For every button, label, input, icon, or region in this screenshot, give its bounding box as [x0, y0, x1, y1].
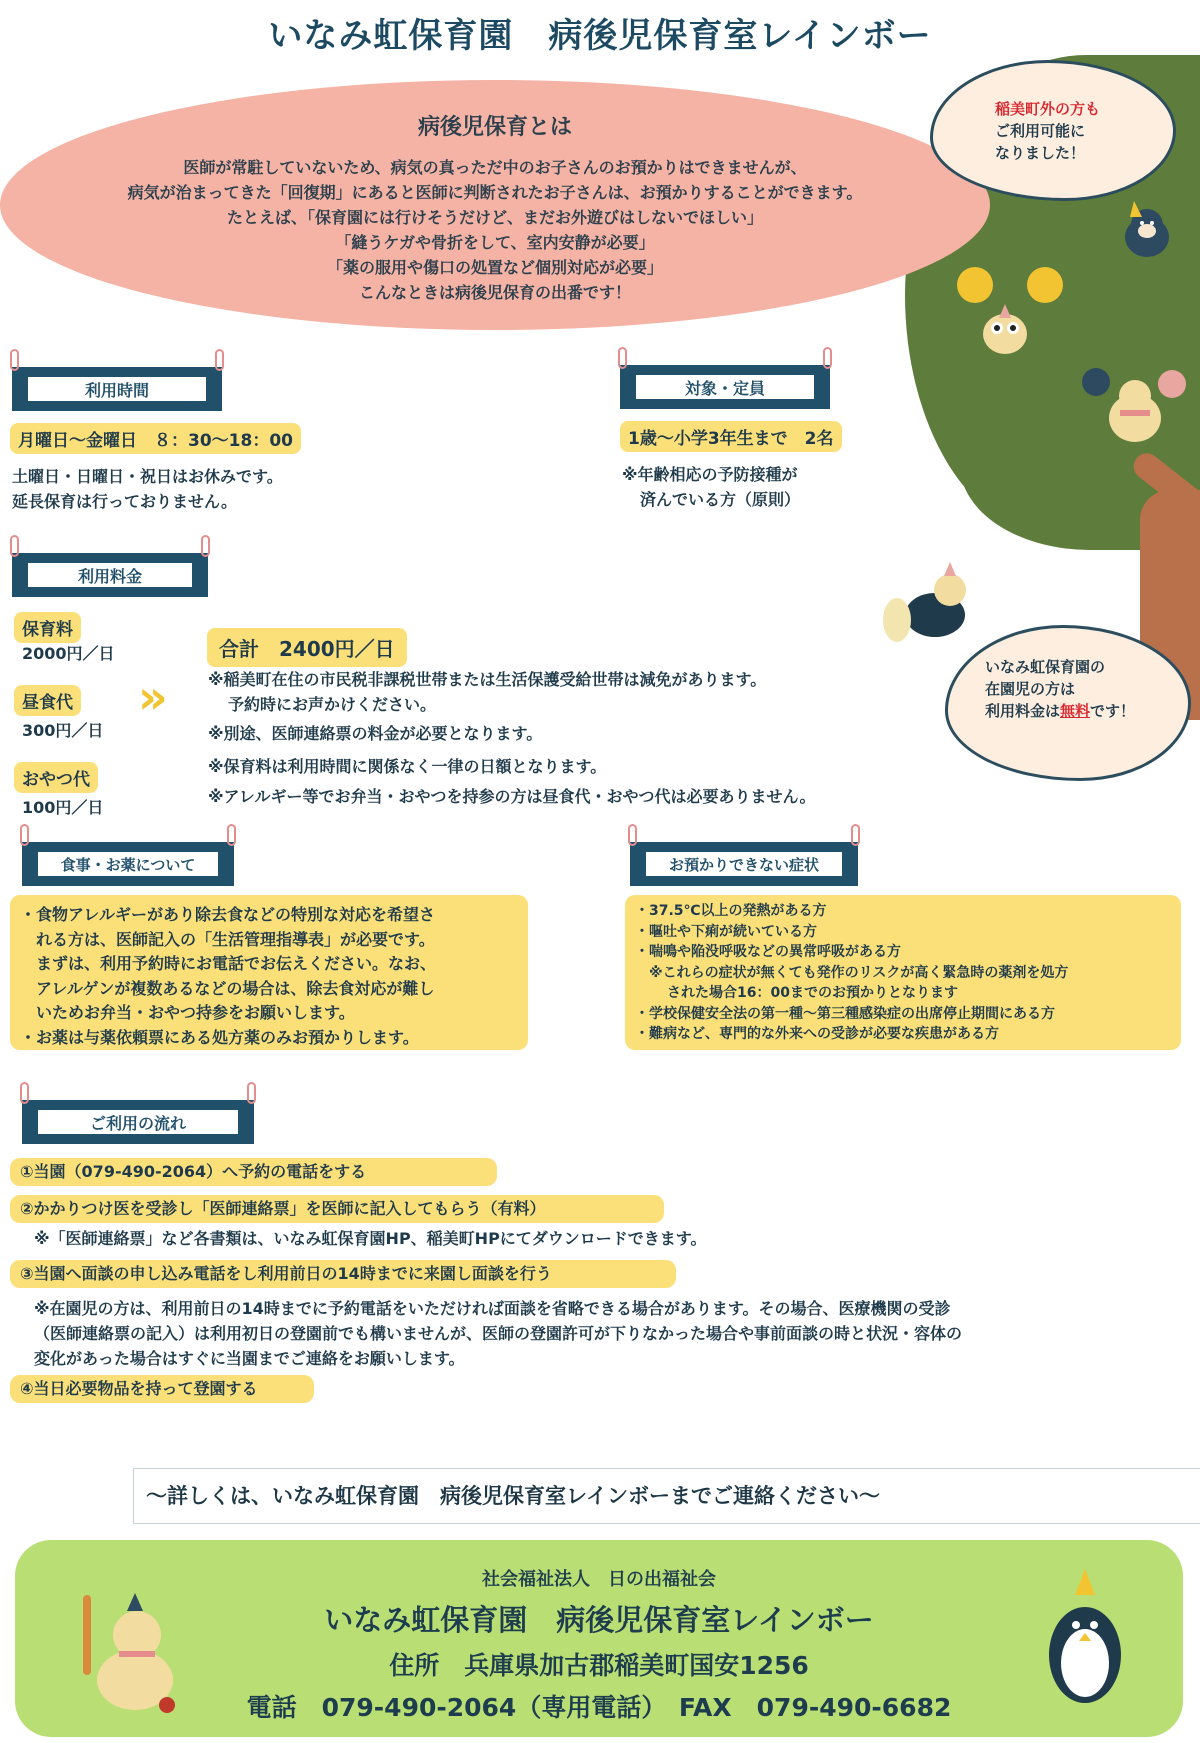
fees-total: 合計 2400円／日 — [207, 628, 407, 667]
flow-note: 変化があった場合はすぐに当園までご連絡をお願いします。 — [34, 1349, 465, 1368]
footer-org: 社会福祉法人 日の出福祉会 — [482, 1569, 716, 1590]
symptom-line: ・難病など、専門的な外来への受診が必要な疾患がある方 — [635, 1026, 999, 1042]
fees-note: ※稲美町在住の市民税非課税世帯または生活保護受給世帯は減免があります。 — [208, 670, 767, 689]
hook-icon — [628, 824, 637, 846]
flow-note: ※「医師連絡票」など各書類は、いなみ虹保育園HP、稲美町HPにてダウンロードできます。 — [34, 1229, 707, 1248]
target-note: 済んでいる方（原則） — [640, 490, 801, 509]
cloud-top-line2: ご利用可能に — [995, 122, 1086, 140]
hours-note: 土曜日・日曜日・祝日はお休みです。 — [12, 467, 283, 486]
fees-note: ※保育料は利用時間に関係なく一律の日額となります。 — [208, 757, 607, 776]
fee-name: 昼食代 — [14, 685, 81, 716]
hook-icon — [10, 349, 19, 371]
cloud-top-text — [995, 98, 1100, 164]
intro-heading: 病後児保育とは — [417, 115, 572, 140]
penguin-character-icon — [1030, 1565, 1140, 1719]
symptoms-board — [630, 842, 858, 886]
hours-board — [12, 367, 222, 411]
hook-icon — [201, 535, 210, 557]
fees-note: ※別途、医師連絡票の料金が必要となります。 — [208, 724, 543, 743]
cat-character-icon — [75, 1585, 185, 1719]
fee-name: 保育料 — [14, 612, 81, 643]
cloud-top-line1: 稲美町外の方も — [995, 100, 1101, 118]
meals-board — [22, 842, 234, 886]
symptom-line: ※これらの症状が無くても発作のリスクが高く緊急時の薬剤を処方 — [649, 964, 1069, 981]
fees-board — [12, 553, 208, 597]
intro-line: 医師が常駐していないため、病気の真っただ中のお子さんのお預かりはできませんが、 — [183, 158, 807, 177]
fee-price: 2000円／日 — [22, 644, 115, 663]
hook-icon — [247, 1082, 256, 1104]
fee-name: おやつ代 — [14, 762, 98, 793]
intro-line: こんなときは病後児保育の出番です！ — [358, 283, 631, 302]
fees-note: ※アレルギー等でお弁当・おやつを持参の方は昼食代・おやつ代は必要ありません。 — [208, 787, 816, 806]
flow-step: ③当園へ面談の申し込み電話をし利用前日の14時までに来園し面談を行う — [10, 1260, 676, 1288]
hook-icon — [823, 347, 832, 369]
cloud-mid-text — [985, 656, 1135, 722]
target-board — [620, 365, 830, 409]
flow-label: ご利用の流れ — [36, 1108, 240, 1136]
intro-line: たとえば、「保育園には行けそうだけど、まだお外遊びはしないでほしい」 — [226, 208, 763, 227]
cloud-mid-line1: いなみ虹保育園の — [985, 658, 1106, 676]
symptoms-box — [625, 895, 1181, 1050]
meals-label: 食事・お薬について — [36, 850, 220, 878]
symptom-line: ・学校保健安全法の第一種～第三種感染症の出席停止期間にある方 — [635, 1005, 1055, 1022]
flow-board — [22, 1100, 254, 1144]
symptoms-label: お預かりできない症状 — [644, 850, 844, 878]
meals-line: まずは、利用予約時にお電話でお伝えください。なお、 — [36, 954, 437, 973]
intro-line: 「薬の服用や傷口の処置など個別対応が必要」 — [326, 258, 663, 277]
intro-line: 「縫うケガや骨折をして、室内安静が必要」 — [335, 233, 655, 252]
flow-step: ①当園（079-490-2064）へ予約の電話をする — [10, 1158, 497, 1186]
hook-icon — [618, 347, 627, 369]
hours-label: 利用時間 — [26, 375, 208, 403]
symptom-line: ・喘鳴や陥没呼吸などの異常呼吸がある方 — [635, 944, 901, 960]
double-chevron-right-icon: » — [138, 670, 152, 724]
target-note: ※年齢相応の予防接種が — [622, 465, 798, 484]
target-tag: 1歳～小学3年生まで 2名 — [620, 421, 842, 452]
cat-character-icon — [1080, 360, 1190, 454]
flow-step: ②かかりつけ医を受診し「医師連絡票」を医師に記入してもらう（有料） — [10, 1195, 664, 1223]
dog-character-icon — [875, 560, 975, 659]
hook-icon — [20, 1082, 29, 1104]
meals-box — [10, 895, 528, 1050]
footer-phone: 電話 079-490-2064（専用電話） FAX 079-490-6682 — [246, 1693, 952, 1722]
page-title: いなみ虹保育園 病後児保育室レインボー — [268, 16, 932, 56]
meals-line: ・お薬は与薬依頼票にある処方薬のみお預かりします。 — [20, 1027, 419, 1047]
footer-name: いなみ虹保育園 病後児保育室レインボー — [324, 1603, 874, 1637]
symptom-line: ・37.5℃以上の発熱がある方 — [635, 903, 827, 919]
hook-icon — [20, 824, 29, 846]
cloud-mid-line2: 在園児の方は — [985, 680, 1076, 698]
flow-note: （医師連絡票の記入）は利用初日の登園前でも構いませんが、医師の登園許可が下りなかった場合や事前面談の時と状況・容体の — [34, 1324, 963, 1343]
fee-price: 100円／日 — [22, 798, 104, 817]
cloud-mid-prefix: 利用料金は — [985, 702, 1061, 720]
cloud-mid-suffix: です！ — [1090, 702, 1136, 720]
cloud-top-line3: なりました！ — [995, 144, 1086, 162]
cloud-mid-free: 無料 — [1060, 702, 1091, 720]
hours-note: 延長保育は行っておりません。 — [12, 492, 237, 511]
hook-icon — [215, 349, 224, 371]
footer-address: 住所 兵庫県加古郡稲美町国安1256 — [389, 1651, 809, 1680]
owl-character-icon — [975, 300, 1035, 364]
meals-line: アレルゲンが複数あるなどの場合は、除去食対応が難し — [36, 978, 435, 998]
meals-line: いためお弁当・おやつ持参をお願いします。 — [36, 1003, 355, 1022]
hours-tag: 月曜日～金曜日 ８：30～18：00 — [10, 423, 301, 454]
contact-message: ～詳しくは、いなみ虹保育園 病後児保育室レインボーまでご連絡ください～ — [133, 1468, 1200, 1524]
fox-character-icon — [1112, 195, 1182, 269]
meals-line: れる方は、医師記入の「生活管理指導表」が必要です。 — [36, 929, 435, 949]
target-label: 対象・定員 — [634, 373, 816, 401]
hook-icon — [10, 535, 19, 557]
meals-line: ・食物アレルギーがあり除去食などの特別な対応を希望さ — [20, 905, 435, 924]
hook-icon — [227, 824, 236, 846]
flow-note: ※在園児の方は、利用前日の14時までに予約電話をいただければ面談を省略できる場合があります。その場合、医療機関の受診 — [34, 1299, 951, 1318]
flow-step: ④当日必要物品を持って登園する — [10, 1375, 314, 1403]
fees-label: 利用料金 — [26, 561, 194, 589]
cloud-mid-line3 — [985, 700, 1135, 722]
hook-icon — [851, 824, 860, 846]
symptom-line: ・嘔吐や下痢が続いている方 — [635, 923, 817, 940]
fee-price: 300円／日 — [22, 721, 104, 740]
symptom-line: された場合16：00までのお預かりとなります — [667, 985, 958, 1001]
intro-line: 病気が治まってきた「回復期」にあると医師に判断されたお子さんは、お預かりすることができます。 — [127, 183, 863, 202]
fees-note: 予約時にお声かけください。 — [228, 695, 437, 714]
